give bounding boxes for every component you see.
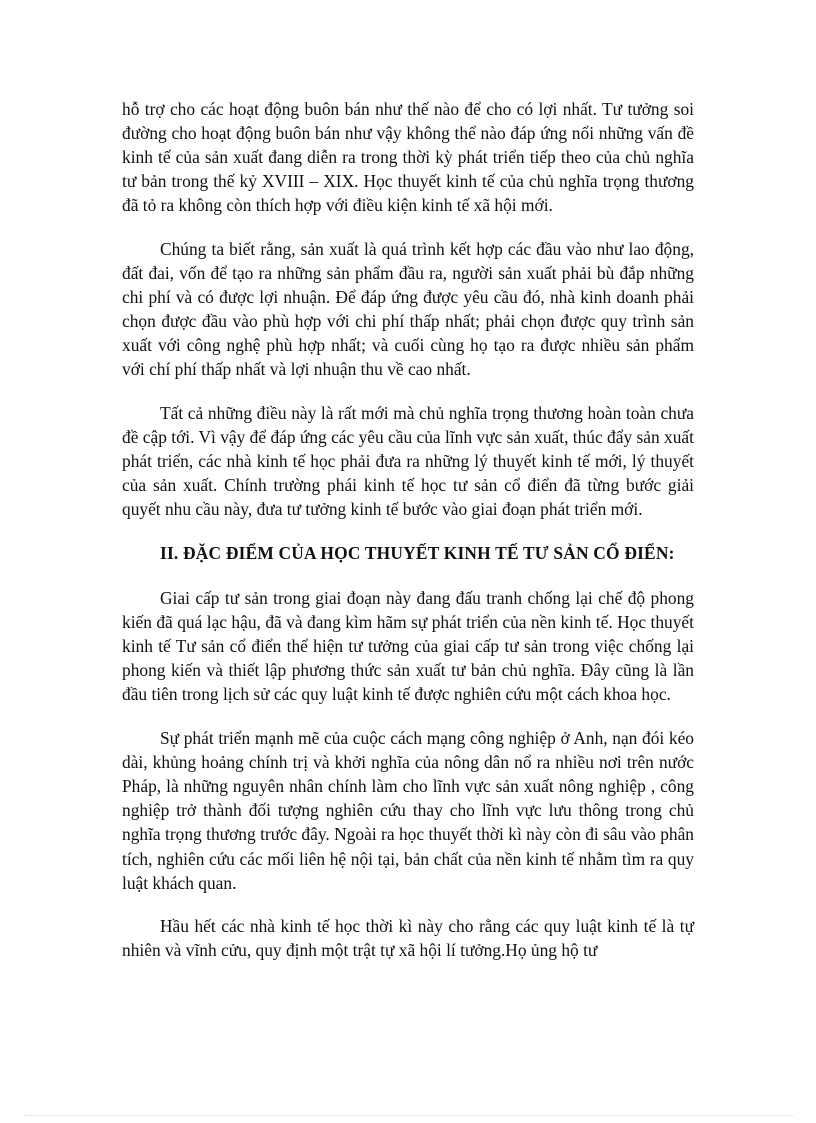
paragraph-4: Giai cấp tư sản trong giai đoạn này đang đấu tranh chống lại chế độ phong kiến đã quá lạc hậu, đã và đang kìm hãm sự phát triển của nền kinh tế. Học thuyết kinh tế Tư sản cổ điển thể hiện tư tưởng của giai cấp tư sản trong việc chống lại phong kiến và thiết lập phương thức sản xuất tư bản chủ nghĩa. Đây cũng là lần đầu tiên trong lịch sử các quy luật kinh tế được nghiên cứu một cách khoa học.	[122, 588, 694, 705]
paragraph-5: Sự phát triển mạnh mẽ của cuộc cách mạng công nghiệp ở Anh, nạn đói kéo dài, khủng hoảng chính trị và khởi nghĩa của nông dân nổ ra nhiều nơi trên nước Pháp, là những nguyên nhân chính làm cho lĩnh vực sản xuất nông nghiệp , công nghiệp trở thành đối tượng nghiên cứu thay cho lĩnh vực lưu thông trong chủ nghĩa trọng thương trước đây. Ngoài ra học thuyết thời kì này còn đi sâu vào phân tích, nghiên cứu các mối liên hệ nội tại, bản chất của nền kinh tế nhằm tìm ra quy luật khách quan.	[122, 728, 694, 893]
paragraph-2: Chúng ta biết rằng, sản xuất là quá trình kết hợp các đầu vào như lao động, đất đai, vốn để tạo ra những sản phẩm đầu ra, người sản xuất phải bù đắp những chi phí và có được lợi nhuận. Để đáp ứng được yêu cầu đó, nhà kinh doanh phải chọn được đầu vào phù hợp với chi phí thấp nhất; phải chọn được quy trình sản xuất với công nghệ phù hợp nhất; và cuối cùng họ tạo ra được nhiều sản phẩm với chí phí thấp nhất và lợi nhuận thu về cao nhất.	[122, 238, 694, 380]
paragraph-1: hỗ trợ cho các hoạt động buôn bán như thế nào để cho có lợi nhất. Tư tưởng soi đường cho hoạt động buôn bán như vậy không thể nào đáp ứng nổi những vấn đề kinh tế của sản xuất đang diễn ra trong thời kỳ phát triển tiếp theo của chủ nghĩa tư bản trong thế kỷ XVIII – XIX. Học thuyết kinh tế của chủ nghĩa trọng thương đã tỏ ra không còn thích hợp với điều kiện kinh tế xã hội mới.	[122, 99, 694, 216]
paragraph-3: Tất cả những điều này là rất mới mà chủ nghĩa trọng thương hoàn toàn chưa đề cập tới. Vì vậy để đáp ứng các yêu cầu của lĩnh vực sản xuất, thúc đẩy sản xuất phát triển, các nhà kinh tế học phải đưa ra những lý thuyết kinh tế mới, lý thuyết của sản xuất. Chính trường phái kinh tế học tư sản cổ điển đã từng bước giải quyết nhu cầu này, đưa tư tưởng kinh tế bước vào giai đoạn phát triển mới.	[122, 403, 694, 520]
paragraph-6: Hầu hết các nhà kinh tế học thời kì này cho rằng các quy luật kinh tế là tự nhiên và vĩnh cửu, quy định một trật tự xã hội lí tưởng.Họ ủng hộ tư	[122, 916, 694, 961]
page-bottom-rule	[24, 1115, 794, 1116]
page-body	[122, 97, 694, 982]
section-heading: II. ĐẶC ĐIỂM CỦA HỌC THUYẾT KINH TẾ TƯ SẢN CỔ ĐIỂN:	[160, 543, 675, 563]
